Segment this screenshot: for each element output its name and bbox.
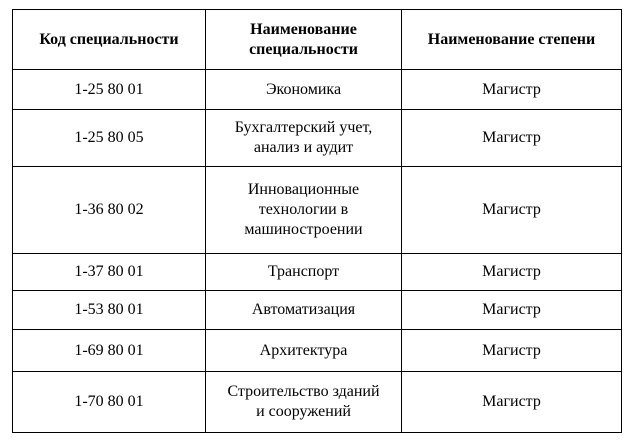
table-row (13, 254, 622, 291)
cell-code: 1-36 80 02 (13, 167, 206, 254)
header-name-label (249, 20, 358, 60)
name-line: Бухгалтерский учет, (234, 119, 373, 136)
table-row (13, 167, 622, 254)
table-row (13, 330, 622, 372)
name-line: Инновационные (247, 181, 360, 198)
name-line: и сооружений (256, 403, 351, 420)
header-row (13, 10, 622, 70)
header-name-line-1: Наименование (250, 20, 357, 38)
table-row (13, 70, 622, 110)
cell-degree: Магистр (402, 70, 622, 110)
cell-name (206, 291, 402, 330)
cell-code: 1-69 80 01 (13, 330, 206, 372)
table-row (13, 372, 622, 433)
cell-degree: Магистр (402, 110, 622, 167)
cell-degree: Магистр (402, 167, 622, 254)
cell-degree: Магистр (402, 291, 622, 330)
header-name-line-2: специальности (249, 40, 358, 58)
header-degree (402, 10, 622, 70)
name-line: Экономика (265, 80, 342, 98)
name-line: машиностроении (244, 221, 363, 238)
name-line: Архитектура (259, 341, 348, 359)
cell-name (206, 372, 402, 433)
table-body (13, 70, 622, 433)
cell-degree: Магистр (402, 372, 622, 433)
name-line: анализ и аудит (253, 139, 354, 156)
cell-code: 1-53 80 01 (13, 291, 206, 330)
name-line: Строительство зданий (227, 383, 380, 400)
header-name (206, 10, 402, 70)
header-code (13, 10, 206, 70)
name-line: Транспорт (267, 263, 340, 280)
cell-name (206, 330, 402, 372)
header-degree-label: Наименование степени (427, 30, 596, 48)
cell-code: 1-25 80 01 (13, 70, 206, 110)
cell-code: 1-70 80 01 (13, 372, 206, 433)
cell-name (206, 110, 402, 167)
table-header (13, 10, 622, 70)
header-code-label: Код специальности (39, 30, 179, 48)
specialties-table (12, 9, 622, 433)
name-line: технологии в (258, 201, 349, 218)
cell-name (206, 70, 402, 110)
cell-degree: Магистр (402, 254, 622, 291)
cell-code: 1-25 80 05 (13, 110, 206, 167)
cell-name (206, 167, 402, 254)
cell-degree: Магистр (402, 330, 622, 372)
cell-name (206, 254, 402, 291)
table-row (13, 291, 622, 330)
table-row (13, 110, 622, 167)
cell-code: 1-37 80 01 (13, 254, 206, 291)
name-line: Автоматизация (251, 301, 356, 318)
